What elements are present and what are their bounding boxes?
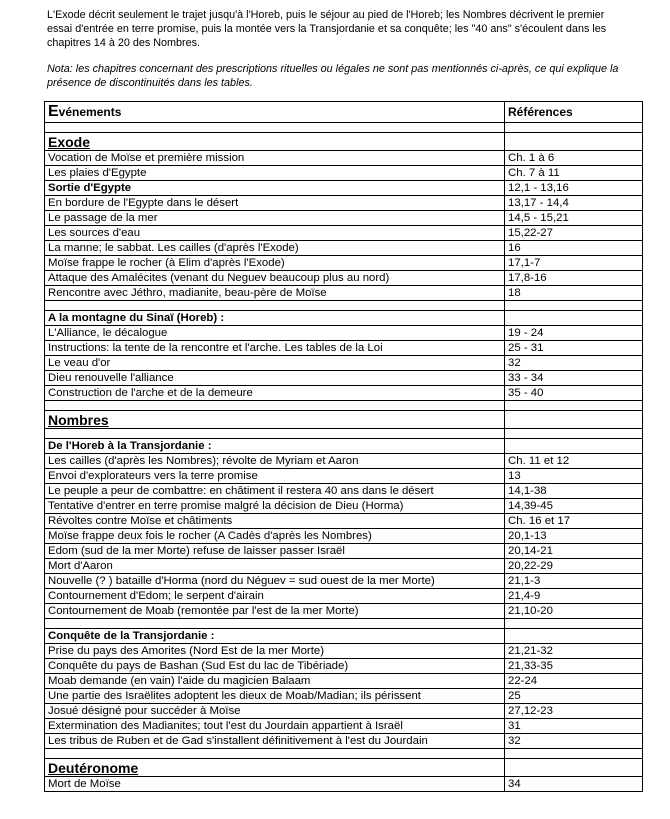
spacer-row <box>45 749 643 759</box>
table-row <box>45 544 643 559</box>
event-cell: Rencontre avec Jéthro, madianite, beau-père de Moïse <box>45 286 505 301</box>
section-ref-cell <box>505 411 643 429</box>
subsection-row <box>45 311 643 326</box>
spacer-cell <box>505 301 643 311</box>
table-row <box>45 689 643 704</box>
reference-cell: 19 - 24 <box>505 326 643 341</box>
reference-cell: 25 - 31 <box>505 341 643 356</box>
table-row <box>45 454 643 469</box>
header-events <box>45 102 505 123</box>
event-cell: Les sources d'eau <box>45 226 505 241</box>
events-table <box>44 101 643 792</box>
section-row <box>45 759 643 777</box>
reference-cell: 32 <box>505 734 643 749</box>
event-cell: Nouvelle (? ) bataille d'Horma (nord du Néguev = sud ouest de la mer Morte) <box>45 574 505 589</box>
spacer-cell <box>505 749 643 759</box>
section-ref-cell <box>505 759 643 777</box>
subsection-row <box>45 439 643 454</box>
reference-cell: 33 - 34 <box>505 371 643 386</box>
table-row <box>45 499 643 514</box>
table-row <box>45 469 643 484</box>
section-row <box>45 411 643 429</box>
event-cell: Conquête du pays de Bashan (Sud Est du lac de Tibériade) <box>45 659 505 674</box>
spacer-cell <box>45 749 505 759</box>
reference-cell: 22-24 <box>505 674 643 689</box>
event-cell: Extermination des Madianites; tout l'est du Jourdain appartient à Israël <box>45 719 505 734</box>
table-row <box>45 589 643 604</box>
spacer-cell <box>505 619 643 629</box>
reference-cell: 21,10-20 <box>505 604 643 619</box>
spacer-row <box>45 619 643 629</box>
event-cell: Le peuple a peur de combattre: en châtiment il restera 40 ans dans le désert <box>45 484 505 499</box>
event-cell: Une partie des Israëlites adoptent les dieux de Moab/Madian; ils périssent <box>45 689 505 704</box>
event-cell: Contournement de Moab (remontée par l'est de la mer Morte) <box>45 604 505 619</box>
event-cell: Moab demande (en vain) l'aide du magicien Balaam <box>45 674 505 689</box>
section-title: Deutéronome <box>48 759 139 776</box>
table-row <box>45 574 643 589</box>
table-row <box>45 659 643 674</box>
reference-cell: 17,8-16 <box>505 271 643 286</box>
table-row <box>45 226 643 241</box>
reference-cell: Ch. 16 et 17 <box>505 514 643 529</box>
event-cell: Moïse frappe deux fois le rocher (A Cadès d'après les Nombres) <box>45 529 505 544</box>
table-row <box>45 777 643 792</box>
event-cell: Les cailles (d'après les Nombres); révolte de Myriam et Aaron <box>45 454 505 469</box>
reference-cell: Ch. 11 et 12 <box>505 454 643 469</box>
reference-cell: Ch. 1 à 6 <box>505 151 643 166</box>
reference-cell: 14,1-38 <box>505 484 643 499</box>
event-cell: L'Alliance, le décalogue <box>45 326 505 341</box>
event-cell: Instructions: la tente de la rencontre et l'arche. Les tables de la Loi <box>45 341 505 356</box>
reference-cell: 21,33-35 <box>505 659 643 674</box>
table-row <box>45 256 643 271</box>
event-cell: Attaque des Amalécites (venant du Neguev beaucoup plus au nord) <box>45 271 505 286</box>
header-events-initial: E <box>48 103 59 120</box>
table-row <box>45 326 643 341</box>
reference-cell: 21,1-3 <box>505 574 643 589</box>
table-row <box>45 514 643 529</box>
section-title-cell <box>45 133 505 151</box>
reference-cell: 20,22-29 <box>505 559 643 574</box>
table-row <box>45 166 643 181</box>
event-cell: Construction de l'arche et de la demeure <box>45 386 505 401</box>
header-events-rest: vénements <box>58 105 122 119</box>
event-cell: Les tribus de Ruben et de Gad s'installent définitivement à l'est du Jourdain <box>45 734 505 749</box>
event-cell: Prise du pays des Amorites (Nord Est de la mer Morte) <box>45 644 505 659</box>
reference-cell: 13,17 - 14,4 <box>505 196 643 211</box>
reference-cell: 18 <box>505 286 643 301</box>
section-title-cell <box>45 759 505 777</box>
table-row <box>45 356 643 371</box>
reference-cell: 31 <box>505 719 643 734</box>
intro-paragraph: L'Exode décrit seulement le trajet jusqu'à l'Horeb, puis le séjour au pied de l'Horeb; les Nombres décrivent le premier essai d'entrée en terre promise, puis la montée vers la Transjordanie et sa conquête; les "40 ans" s'écoulent dans les chapitres 14 à 20 des Nombres. <box>47 9 607 49</box>
table-row <box>45 211 643 226</box>
subsection-title: Conquête de la Transjordanie : <box>45 629 505 644</box>
reference-cell: 13 <box>505 469 643 484</box>
table-row <box>45 241 643 256</box>
spacer-row <box>45 429 643 439</box>
event-cell: En bordure de l'Egypte dans le désert <box>45 196 505 211</box>
spacer-row <box>45 401 643 411</box>
event-cell: Les plaies d'Egypte <box>45 166 505 181</box>
reference-cell: 35 - 40 <box>505 386 643 401</box>
table-header-row <box>45 102 643 123</box>
table-row <box>45 734 643 749</box>
spacer-cell <box>45 123 505 133</box>
reference-cell: 21,21-32 <box>505 644 643 659</box>
event-cell: Mort d'Aaron <box>45 559 505 574</box>
table-row <box>45 644 643 659</box>
spacer-cell <box>45 619 505 629</box>
table-row <box>45 484 643 499</box>
table-row <box>45 604 643 619</box>
event-cell: Mort de Moïse <box>45 777 505 792</box>
section-title: Nombres <box>48 411 109 428</box>
reference-cell: 34 <box>505 777 643 792</box>
spacer-cell <box>505 401 643 411</box>
reference-cell: 12,1 - 13,16 <box>505 181 643 196</box>
table-row <box>45 719 643 734</box>
subsection-title: De l'Horeb à la Transjordanie : <box>45 439 505 454</box>
reference-cell: 20,14-21 <box>505 544 643 559</box>
event-cell: Edom (sud de la mer Morte) refuse de laisser passer Israël <box>45 544 505 559</box>
section-ref-cell <box>505 133 643 151</box>
table-row <box>45 181 643 196</box>
reference-cell: 21,4-9 <box>505 589 643 604</box>
reference-cell: 20,1-13 <box>505 529 643 544</box>
reference-cell: 32 <box>505 356 643 371</box>
section-title-cell <box>45 411 505 429</box>
reference-cell: 27,12-23 <box>505 704 643 719</box>
table-row <box>45 151 643 166</box>
event-cell: La manne; le sabbat. Les cailles (d'après l'Exode) <box>45 241 505 256</box>
event-cell: Le veau d'or <box>45 356 505 371</box>
event-cell: Vocation de Moïse et première mission <box>45 151 505 166</box>
subsection-row <box>45 629 643 644</box>
subsection-ref-cell <box>505 439 643 454</box>
event-cell: Le passage de la mer <box>45 211 505 226</box>
reference-cell: 17,1-7 <box>505 256 643 271</box>
spacer-cell <box>45 301 505 311</box>
subsection-ref-cell <box>505 629 643 644</box>
table-row <box>45 286 643 301</box>
table-row <box>45 674 643 689</box>
event-cell: Sortie d'Egypte <box>45 181 505 196</box>
subsection-title: A la montagne du Sinaï (Horeb) : <box>45 311 505 326</box>
reference-cell: 25 <box>505 689 643 704</box>
header-references: Références <box>505 102 643 123</box>
section-row <box>45 133 643 151</box>
reference-cell: 14,39-45 <box>505 499 643 514</box>
table-row <box>45 341 643 356</box>
subsection-ref-cell <box>505 311 643 326</box>
note-paragraph: Nota: les chapitres concernant des prescriptions rituelles ou légales ne sont pas mentionnés ci-après, ce qui explique la présence de discontinuités dans les tables. <box>47 63 619 89</box>
spacer-cell <box>505 429 643 439</box>
table-row <box>45 529 643 544</box>
event-cell: Josué désigné pour succéder à Moïse <box>45 704 505 719</box>
spacer-row <box>45 123 643 133</box>
table-row <box>45 559 643 574</box>
spacer-cell <box>45 401 505 411</box>
reference-cell: 16 <box>505 241 643 256</box>
table-row <box>45 196 643 211</box>
event-cell: Moïse frappe le rocher (à Elim d'après l'Exode) <box>45 256 505 271</box>
table-row <box>45 271 643 286</box>
event-cell: Envoi d'explorateurs vers la terre promise <box>45 469 505 484</box>
table-row <box>45 704 643 719</box>
table-row <box>45 371 643 386</box>
event-cell: Contournement d'Edom; le serpent d'airain <box>45 589 505 604</box>
reference-cell: 15,22-27 <box>505 226 643 241</box>
spacer-cell <box>505 123 643 133</box>
spacer-row <box>45 301 643 311</box>
reference-cell: 14,5 - 15,21 <box>505 211 643 226</box>
event-cell: Dieu renouvelle l'alliance <box>45 371 505 386</box>
event-cell: Révoltes contre Moïse et châtiments <box>45 514 505 529</box>
spacer-cell <box>45 429 505 439</box>
reference-cell: Ch. 7 à 11 <box>505 166 643 181</box>
event-cell: Tentative d'entrer en terre promise malgré la décision de Dieu (Horma) <box>45 499 505 514</box>
section-title: Exode <box>48 133 91 150</box>
table-row <box>45 386 643 401</box>
